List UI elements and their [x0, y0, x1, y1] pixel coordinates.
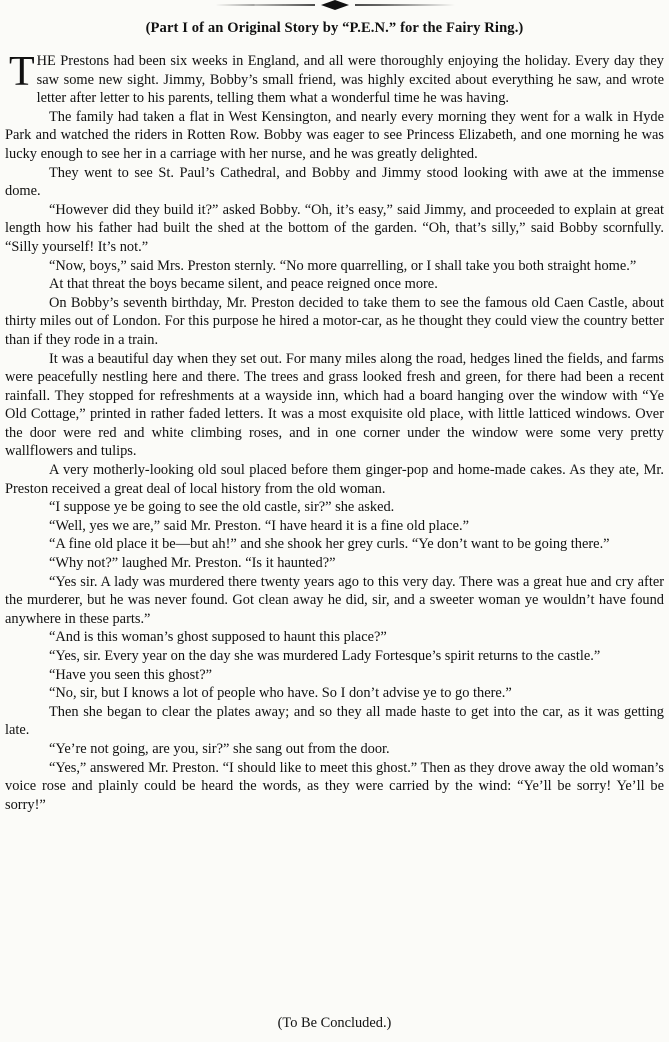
paragraph: “Yes,” answered Mr. Preston. “I should like to meet this ghost.” Then as they drove away the old woman’s voice rose and plainly could be heard the words, as they were carried by the wind: “Ye’ll be sorry! Ye’ll be sorry!” [5, 759, 664, 813]
story-body [5, 49, 664, 814]
paragraph: “No, sir, but I knows a lot of people who have. So I don’t advise ye to go there.” [49, 685, 512, 702]
diamond-ornament-icon [215, 0, 455, 10]
paragraph: “I suppose ye be going to see the old castle, sir?” she asked. [49, 499, 395, 516]
paragraph [5, 49, 664, 108]
paragraph: “Yes sir. A lady was murdered there twenty years ago to this very day. There was a great hue and cry after the murderer, but he was never found. Got clean away he did, sir, and a sweeter woman ye wouldn’t have found anywhere in these parts.” [5, 573, 664, 627]
paragraph: “However did they build it?” asked Bobby. “Oh, it’s easy,” said Jimmy, and proceeded to explain at great length how his father had built the shed at the bottom of the garden. “Oh, that’s silly,” said Bobby scornfully. “Silly yourself! It’s not.” [5, 201, 664, 255]
paragraph: “Well, yes we are,” said Mr. Preston. “I have heard it is a fine old place.” [49, 517, 470, 534]
paragraph: Then she began to clear the plates away; and so they all made haste to get into the car, as it was getting late. [5, 703, 664, 739]
paragraph: A very motherly-looking old soul placed before them ginger-pop and home-made cakes. As they ate, Mr. Preston received a great deal of local history from the old woman. [5, 462, 664, 497]
to-be-concluded-note: (To Be Concluded.) [277, 1015, 392, 1031]
paragraph: “Now, boys,” said Mrs. Preston sternly. “No more quarrelling, or I shall take you both straight home.” [49, 257, 637, 274]
paragraph: They went to see St. Paul’s Cathedral, and Bobby and Jimmy stood looking with awe at the immense dome. [5, 164, 664, 200]
paragraph-text: HE Prestons had been six weeks in England, and all were thoroughly enjoying the holiday. Every day they saw some new sight. Jimmy, Bobby’s small friend, was highly excited about everything he saw, and wrote letter after letter to his parents, telling them what a wonderful time he was having. [36, 53, 664, 107]
drop-cap: T [9, 49, 35, 95]
paragraph: At that threat the boys became silent, and peace reigned once more. [49, 276, 438, 293]
paragraph: “Ye’re not going, are you, sir?” she sang out from the door. [49, 740, 390, 757]
paragraph: “Have you seen this ghost?” [49, 666, 213, 683]
paragraph: The family had taken a flat in West Kensington, and nearly every morning they went for a walk in Hyde Park and watched the riders in Rotten Row. Bobby was eager to see Princess Elizabeth, and one morning he was lucky enough to see her in a carriage with her nurse, and he was greatly delighted. [5, 108, 664, 162]
ornamental-rule [0, 0, 669, 12]
paragraph: “Why not?” laughed Mr. Preston. “Is it haunted?” [49, 555, 336, 572]
paragraph: It was a beautiful day when they set out. For many miles along the road, hedges lined the fields, and farms were peacefully nestling here and there. The trees and grass looked fresh and green, for there had been a recent rainfall. They stopped for refreshments at a wayside inn, which had a board hanging over the window with “Ye Old Cottage,” printed in rather faded letters. It was a most exquisite old place, with little latticed windows. Over the door were red and white climbing roses, and in one corner under the window were some very pretty wallflowers and tulips. [5, 350, 664, 460]
paragraph: “And is this woman’s ghost supposed to haunt this place?” [49, 629, 387, 646]
story-heading: (Part I of an Original Story by “P.E.N.” for the Fairy Ring.) [145, 20, 524, 36]
paragraph: “A fine old place it be—but ah!” and she shook her grey curls. “Ye don’t want to be going there.” [49, 536, 610, 553]
paragraph: On Bobby’s seventh birthday, Mr. Preston decided to take them to see the famous old Caen Castle, about thirty miles out of London. For this purpose he hired a motor-car, as he thought they could view the country better than if they rode in a train. [5, 294, 664, 348]
paragraph: “Yes, sir. Every year on the day she was murdered Lady Fortesque’s spirit returns to the castle.” [49, 648, 601, 664]
